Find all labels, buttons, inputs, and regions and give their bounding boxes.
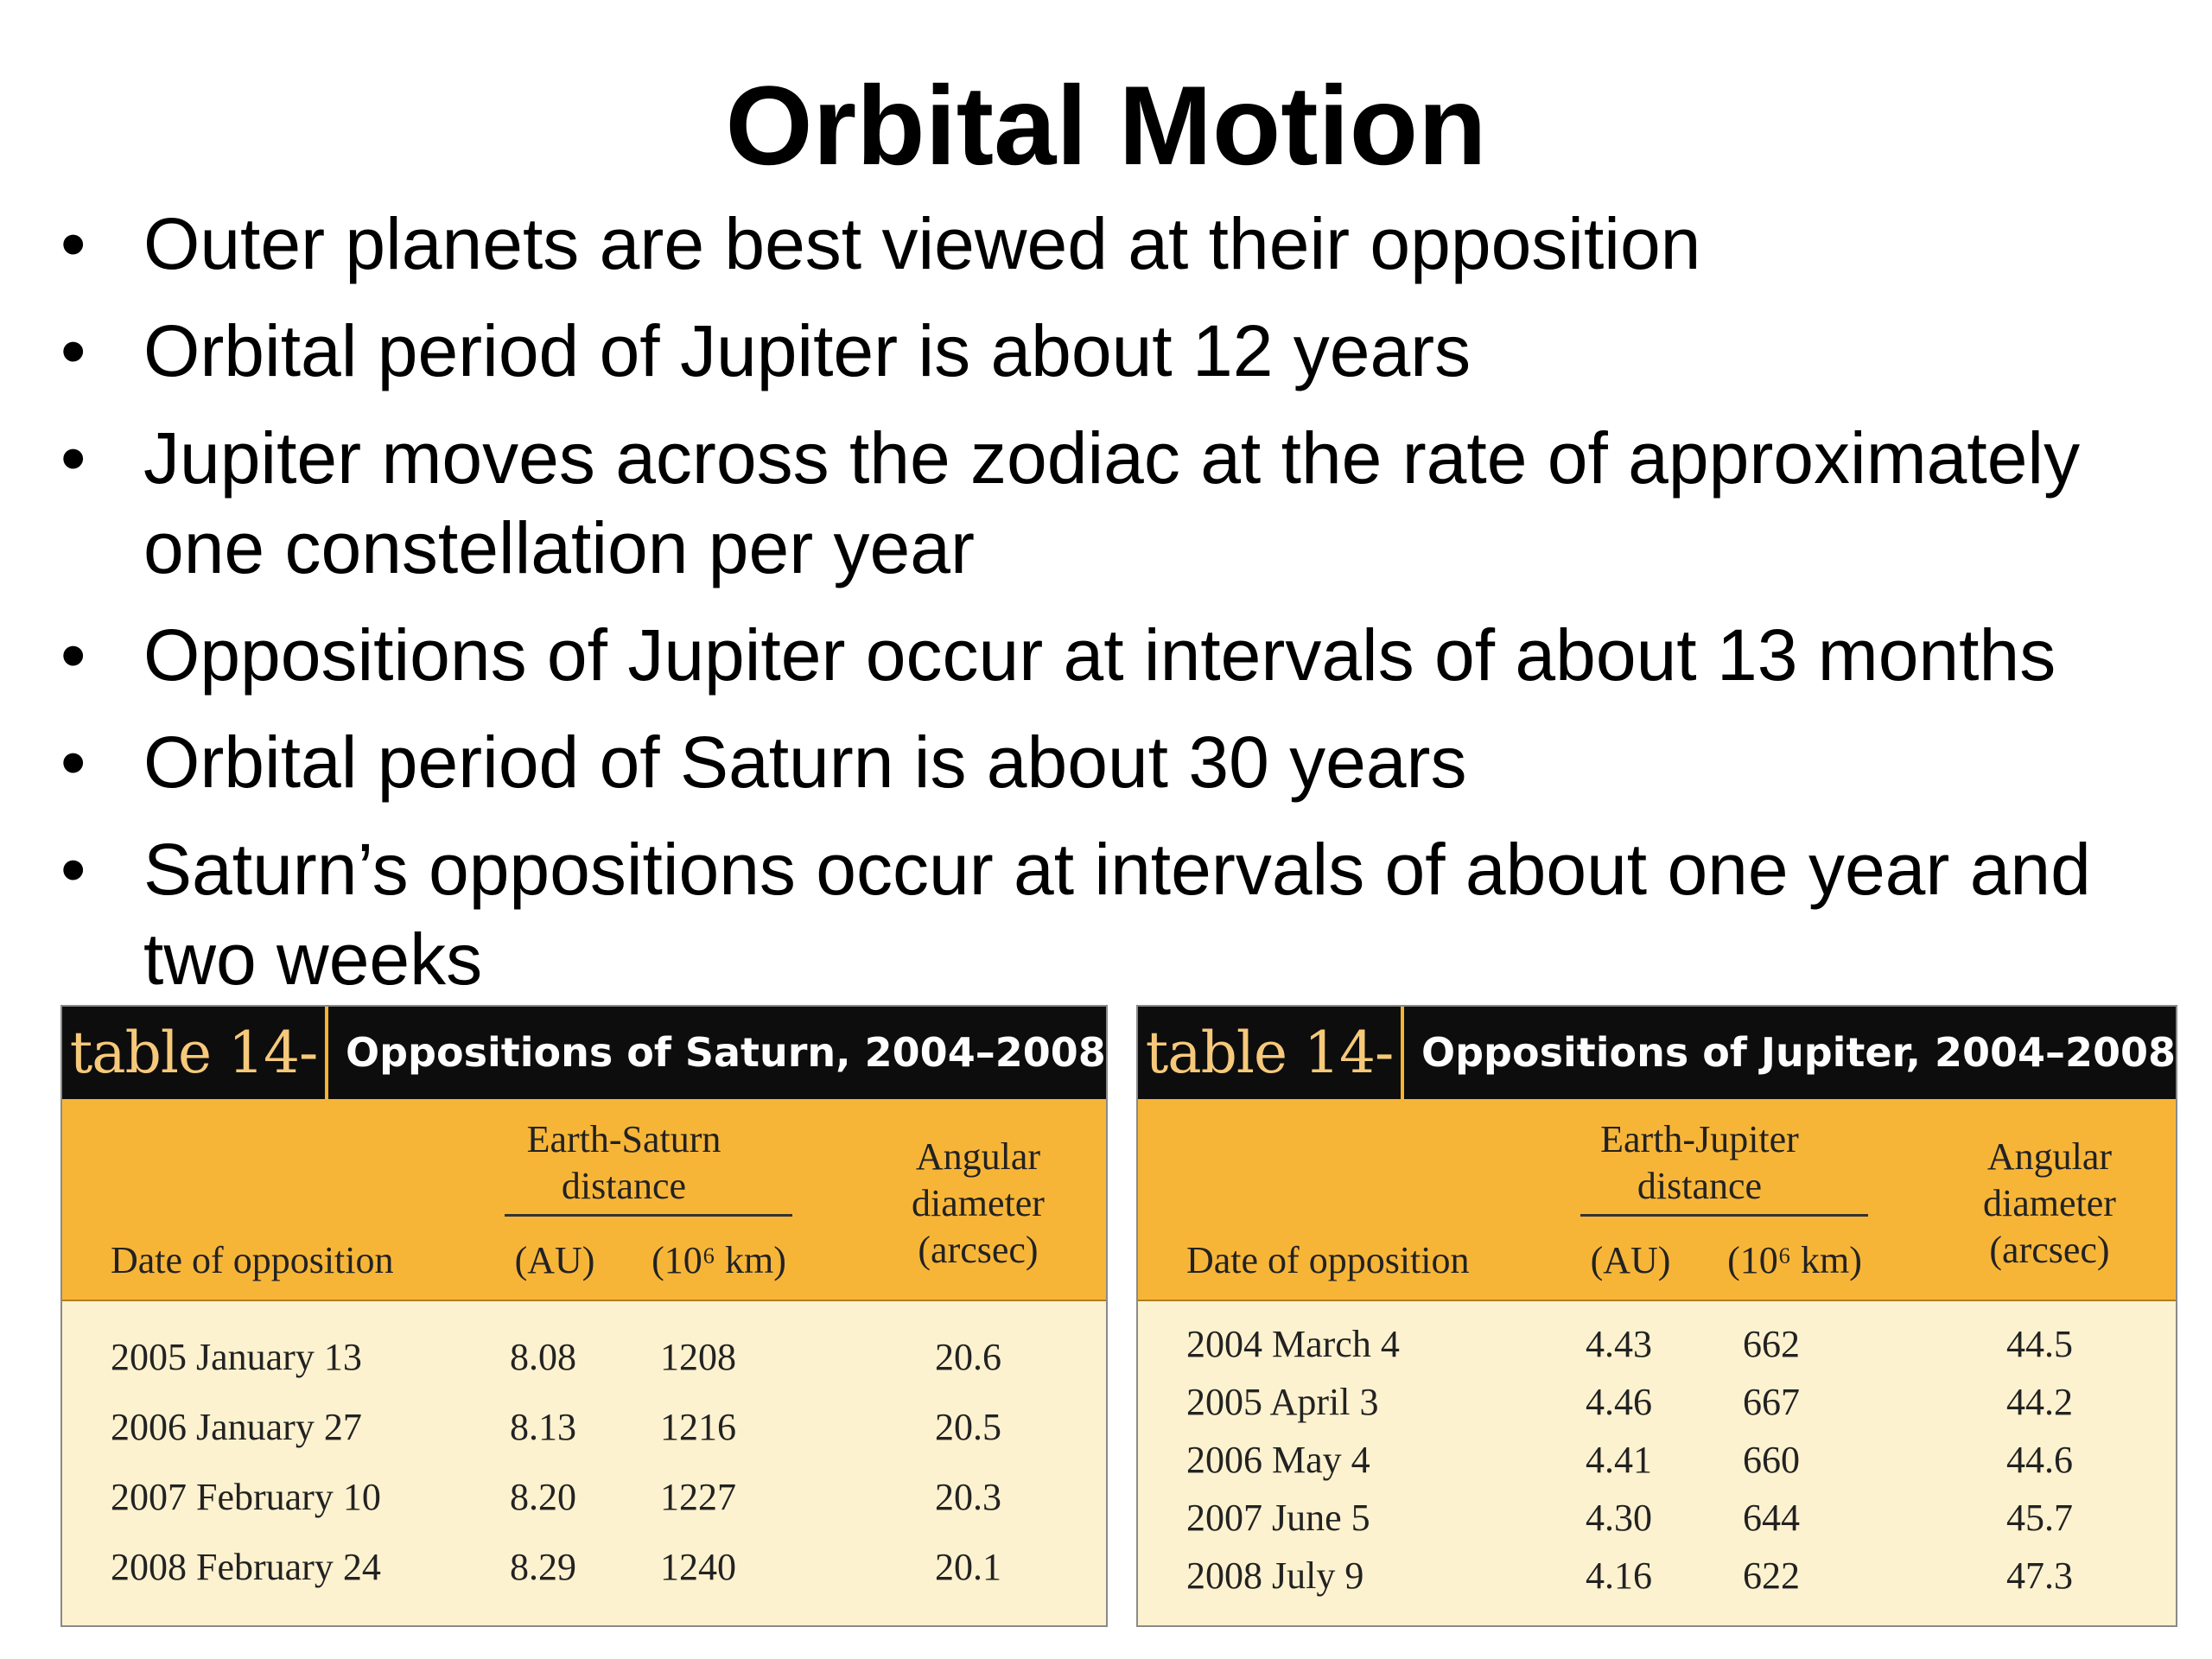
bullet-item xyxy=(60,413,2177,593)
cell-au: 4.41 xyxy=(1586,1439,1652,1481)
col-header-angular: Angular diameter (arcsec) xyxy=(912,1135,1045,1271)
bullet-dot-icon: • xyxy=(60,203,86,284)
cell-date: 2005 January 13 xyxy=(111,1336,362,1378)
cell-arcsec: 20.6 xyxy=(935,1336,1001,1378)
table-column-header xyxy=(1138,1099,2176,1301)
col-header-angular: Angular diameter (arcsec) xyxy=(1983,1135,2116,1271)
cell-au: 4.30 xyxy=(1586,1497,1652,1539)
table-column-header xyxy=(62,1099,1106,1301)
bullet-text: Outer planets are best viewed at their opposition xyxy=(143,203,1701,284)
cell-arcsec: 44.2 xyxy=(2006,1381,2073,1423)
cell-km: 660 xyxy=(1743,1439,1800,1481)
group-header-distance: Earth-Saturn distance xyxy=(526,1118,721,1207)
cell-date: 2007 February 10 xyxy=(111,1476,381,1518)
bullet-dot-icon: • xyxy=(60,721,86,803)
cell-date: 2008 February 24 xyxy=(111,1546,381,1588)
table-caption: Oppositions of Saturn, 2004–2008 xyxy=(346,1029,1106,1076)
bullet-item xyxy=(60,717,2177,807)
group-header-rule xyxy=(505,1214,792,1217)
cell-km: 1216 xyxy=(660,1406,736,1448)
cell-km: 662 xyxy=(1743,1323,1800,1365)
cell-date: 2004 March 4 xyxy=(1186,1323,1400,1365)
bullet-dot-icon: • xyxy=(60,310,86,391)
col-header-au: (AU) xyxy=(514,1239,595,1281)
col-header-au: (AU) xyxy=(1590,1239,1671,1281)
bullet-item xyxy=(60,306,2177,396)
bullet-item xyxy=(60,824,2177,1004)
table-number: table 14- xyxy=(1138,1007,1404,1099)
col-header-km: (10⁶ km) xyxy=(1727,1239,1862,1281)
cell-arcsec: 20.3 xyxy=(935,1476,1001,1518)
col-header-date: Date of opposition xyxy=(111,1239,394,1281)
bullet-list xyxy=(60,199,2177,1021)
cell-date: 2006 May 4 xyxy=(1186,1439,1370,1481)
bullet-text: Saturn’s oppositions occur at intervals of about one year and two weeks xyxy=(143,829,2091,1000)
cell-date: 2006 January 27 xyxy=(111,1406,362,1448)
cell-au: 4.43 xyxy=(1586,1323,1652,1365)
cell-date: 2007 June 5 xyxy=(1186,1497,1370,1539)
bullet-dot-icon: • xyxy=(60,614,86,696)
bullet-text: Oppositions of Jupiter occur at intervals of about 13 months xyxy=(143,614,2056,696)
cell-au: 4.16 xyxy=(1586,1554,1652,1597)
jupiter-oppositions-table xyxy=(1136,1005,2177,1627)
table-title-bar xyxy=(1138,1007,2176,1099)
cell-au: 8.20 xyxy=(510,1476,576,1518)
group-header-distance: Earth-Jupiter distance xyxy=(1600,1118,1799,1207)
bullet-text: Orbital period of Saturn is about 30 years xyxy=(143,721,1467,803)
slide-title: Orbital Motion xyxy=(725,62,1487,188)
bullet-dot-icon: • xyxy=(60,829,86,910)
cell-au: 4.46 xyxy=(1586,1381,1652,1423)
cell-km: 622 xyxy=(1743,1554,1800,1597)
saturn-oppositions-table xyxy=(60,1005,1108,1627)
cell-km: 644 xyxy=(1743,1497,1800,1539)
cell-date: 2008 July 9 xyxy=(1186,1554,1364,1597)
cell-arcsec: 44.6 xyxy=(2006,1439,2073,1481)
cell-au: 8.08 xyxy=(510,1336,576,1378)
cell-km: 1208 xyxy=(660,1336,736,1378)
group-header-rule xyxy=(1580,1214,1868,1217)
cell-arcsec: 47.3 xyxy=(2006,1554,2073,1597)
cell-km: 1227 xyxy=(660,1476,736,1518)
bullet-text: Jupiter moves across the zodiac at the rate of approximately one constellation per year xyxy=(143,417,2081,588)
cell-date: 2005 April 3 xyxy=(1186,1381,1379,1423)
cell-km: 667 xyxy=(1743,1381,1800,1423)
cell-arcsec: 20.5 xyxy=(935,1406,1001,1448)
cell-au: 8.13 xyxy=(510,1406,576,1448)
table-caption: Oppositions of Jupiter, 2004–2008 xyxy=(1421,1029,2177,1076)
col-header-km: (10⁶ km) xyxy=(652,1239,786,1281)
table-number: table 14- xyxy=(62,1007,328,1099)
col-header-date: Date of opposition xyxy=(1186,1239,1470,1281)
bullet-item xyxy=(60,610,2177,700)
bullet-item xyxy=(60,199,2177,289)
bullet-text: Orbital period of Jupiter is about 12 years xyxy=(143,310,1471,391)
cell-arcsec: 44.5 xyxy=(2006,1323,2073,1365)
bullet-dot-icon: • xyxy=(60,417,86,499)
table-title-bar xyxy=(62,1007,1106,1099)
cell-km: 1240 xyxy=(660,1546,736,1588)
cell-au: 8.29 xyxy=(510,1546,576,1588)
cell-arcsec: 45.7 xyxy=(2006,1497,2073,1539)
cell-arcsec: 20.1 xyxy=(935,1546,1001,1588)
